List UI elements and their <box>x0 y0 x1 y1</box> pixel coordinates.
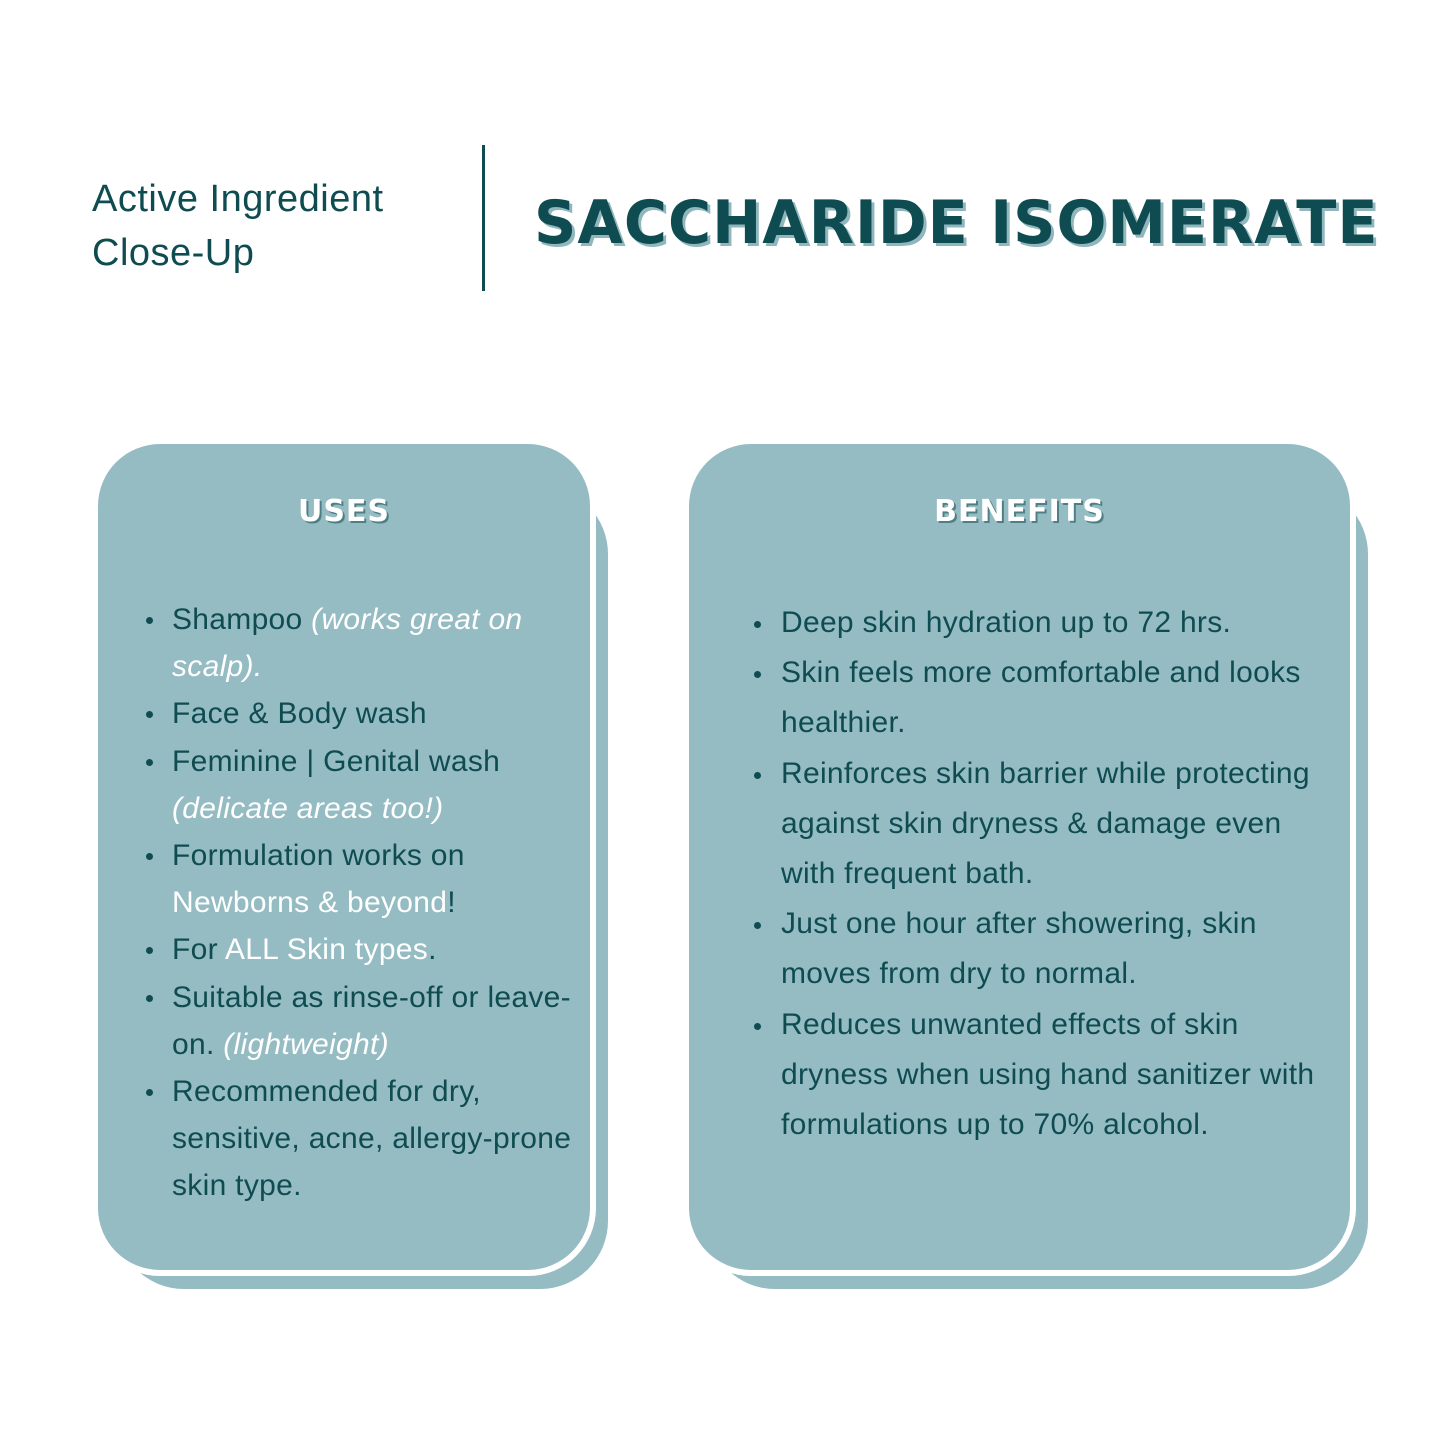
bullet-icon <box>754 1023 761 1030</box>
bullet-icon <box>146 711 153 718</box>
bullet-icon <box>754 772 761 779</box>
list-item: Recommended for dry, sensitive, acne, allergy-prone skin type. <box>172 1068 582 1210</box>
list-item: Reduces unwanted effects of skin dryness when using hand sanitizer with formulations up to 70% alcohol. <box>781 1000 1341 1151</box>
bullet-icon <box>146 759 153 766</box>
bullet-icon <box>146 617 153 624</box>
uses-list <box>172 596 582 1210</box>
bullet-icon <box>754 621 761 628</box>
header-divider <box>482 145 485 291</box>
list-item: Skin feels more comfortable and looks healthier. <box>781 648 1341 748</box>
benefits-card-title: BENEFITS <box>934 494 1105 529</box>
list-item: Face & Body wash <box>172 690 582 737</box>
benefits-card <box>689 444 1350 1270</box>
list-item: Formulation works on Newborns & beyond! <box>172 832 582 926</box>
benefits-list <box>781 598 1341 1150</box>
list-item: Deep skin hydration up to 72 hrs. <box>781 598 1341 648</box>
list-item: Reinforces skin barrier while protecting against skin dryness & damage even with frequent bath. <box>781 749 1341 900</box>
subtitle-line-2: Close-Up <box>92 232 255 274</box>
list-item: Just one hour after showering, skin moves from dry to normal. <box>781 899 1341 999</box>
bullet-icon <box>754 671 761 678</box>
bullet-icon <box>146 1089 153 1096</box>
list-item: Shampoo (works great on scalp). <box>172 596 582 690</box>
list-item: For ALL Skin types. <box>172 926 582 973</box>
subtitle-line-1: Active Ingredient <box>92 178 384 220</box>
uses-card <box>98 444 590 1270</box>
page-title: SACCHARIDE ISOMERATE <box>534 188 1379 258</box>
bullet-icon <box>146 853 153 860</box>
uses-card-title: USES <box>297 494 391 529</box>
bullet-icon <box>146 995 153 1002</box>
header-subtitle <box>92 172 384 280</box>
list-item: Feminine | Genital wash (delicate areas too!) <box>172 738 582 832</box>
bullet-icon <box>754 922 761 929</box>
bullet-icon <box>146 947 153 954</box>
list-item: Suitable as rinse-off or leave-on. (lightweight) <box>172 974 582 1068</box>
